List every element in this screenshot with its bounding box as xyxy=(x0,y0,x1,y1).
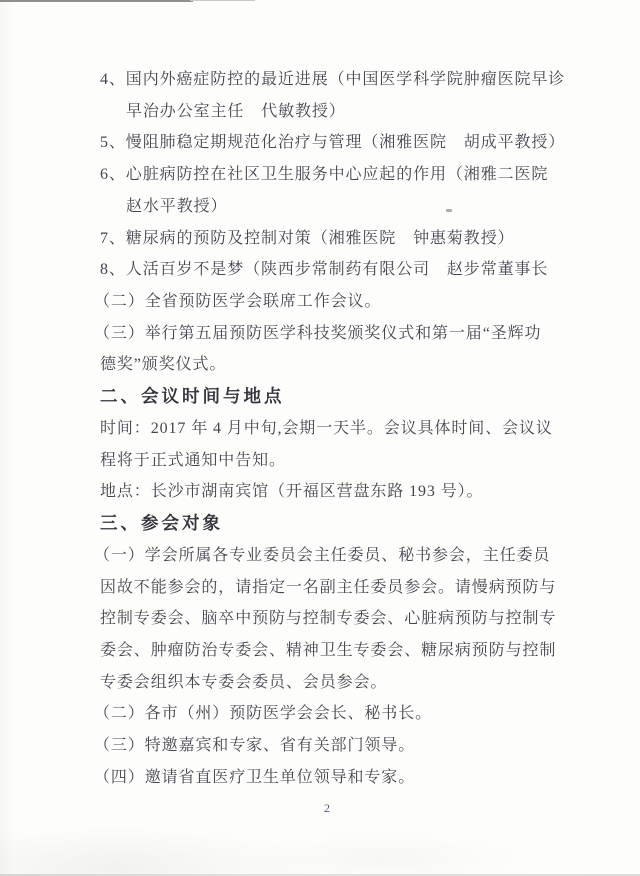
scan-artifact-top-edge xyxy=(0,0,193,2)
agenda-item-continuation: 早治办公室主任 代敏教授） xyxy=(126,102,346,120)
section-item-line: （二）全省预防医学会联席工作会议。 xyxy=(94,293,382,311)
paragraph-line: 程将于正式通知中告知。 xyxy=(100,451,286,469)
agenda-item-line: 6、心脏病防控在社区卫生服务中心应起的作用（湘雅二医院 xyxy=(100,166,549,184)
paragraph-line: （四）邀请省直医疗卫生单位领导和专家。 xyxy=(94,768,416,786)
paragraph-line: 专委会组织本专委会委员、会员参会。 xyxy=(100,673,388,691)
agenda-item-line: 7、糖尿病的预防及控制对策（湘雅医院 钟惠菊教授） xyxy=(100,229,515,247)
heading-participants: 三、参会对象 xyxy=(100,513,223,534)
agenda-item-line: 8、人活百岁不是梦（陕西步常制药有限公司 赵步常董事长 xyxy=(100,261,549,279)
paragraph-line: 因故不能参会的，请指定一名副主任委员参会。请慢病预防与 xyxy=(100,578,557,596)
paragraph-line: （三）特邀嘉宾和专家、省有关部门领导。 xyxy=(94,737,416,755)
scan-artifact-top-edge-light xyxy=(190,0,255,1)
paragraph-line: 地点：长沙市湖南宾馆（开福区营盘东路 193 号）。 xyxy=(100,483,484,501)
agenda-item-line: 4、国内外癌症防控的最近进展（中国医学科学院肿瘤医院早诊 xyxy=(100,71,566,88)
page-number: 2 xyxy=(324,801,330,815)
section-item-continuation: 德奖”颁奖仪式。 xyxy=(100,356,227,374)
document-body xyxy=(94,64,566,794)
paragraph-line: 控制专委会、脑卒中预防与控制专委会、心脏病预防与控制专 xyxy=(100,610,557,628)
paragraph-line: 时间：2017 年 4 月中旬,会期一天半。会议具体时间、会议议 xyxy=(100,419,553,437)
paragraph-line: （二）各市（州）预防医学会会长、秘书长。 xyxy=(94,705,433,723)
agenda-item-continuation: 赵水平教授） xyxy=(126,197,228,215)
paragraph-line: 委会、肿瘤防治专委会、精神卫生专委会、糖尿病预防与控制 xyxy=(100,641,557,659)
paragraph-line: （一）学会所属各专业委员会主任委员、秘书参会，主任委员 xyxy=(94,546,551,564)
section-item-line: （三）举行第五届预防医学科技奖颁奖仪式和第一届“圣辉功 xyxy=(94,324,542,342)
heading-meeting-time-location: 二、会议时间与地点 xyxy=(100,386,285,407)
agenda-item-line: 5、慢阻肺稳定期规范化治疗与管理（湘雅医院 胡成平教授） xyxy=(100,134,566,152)
